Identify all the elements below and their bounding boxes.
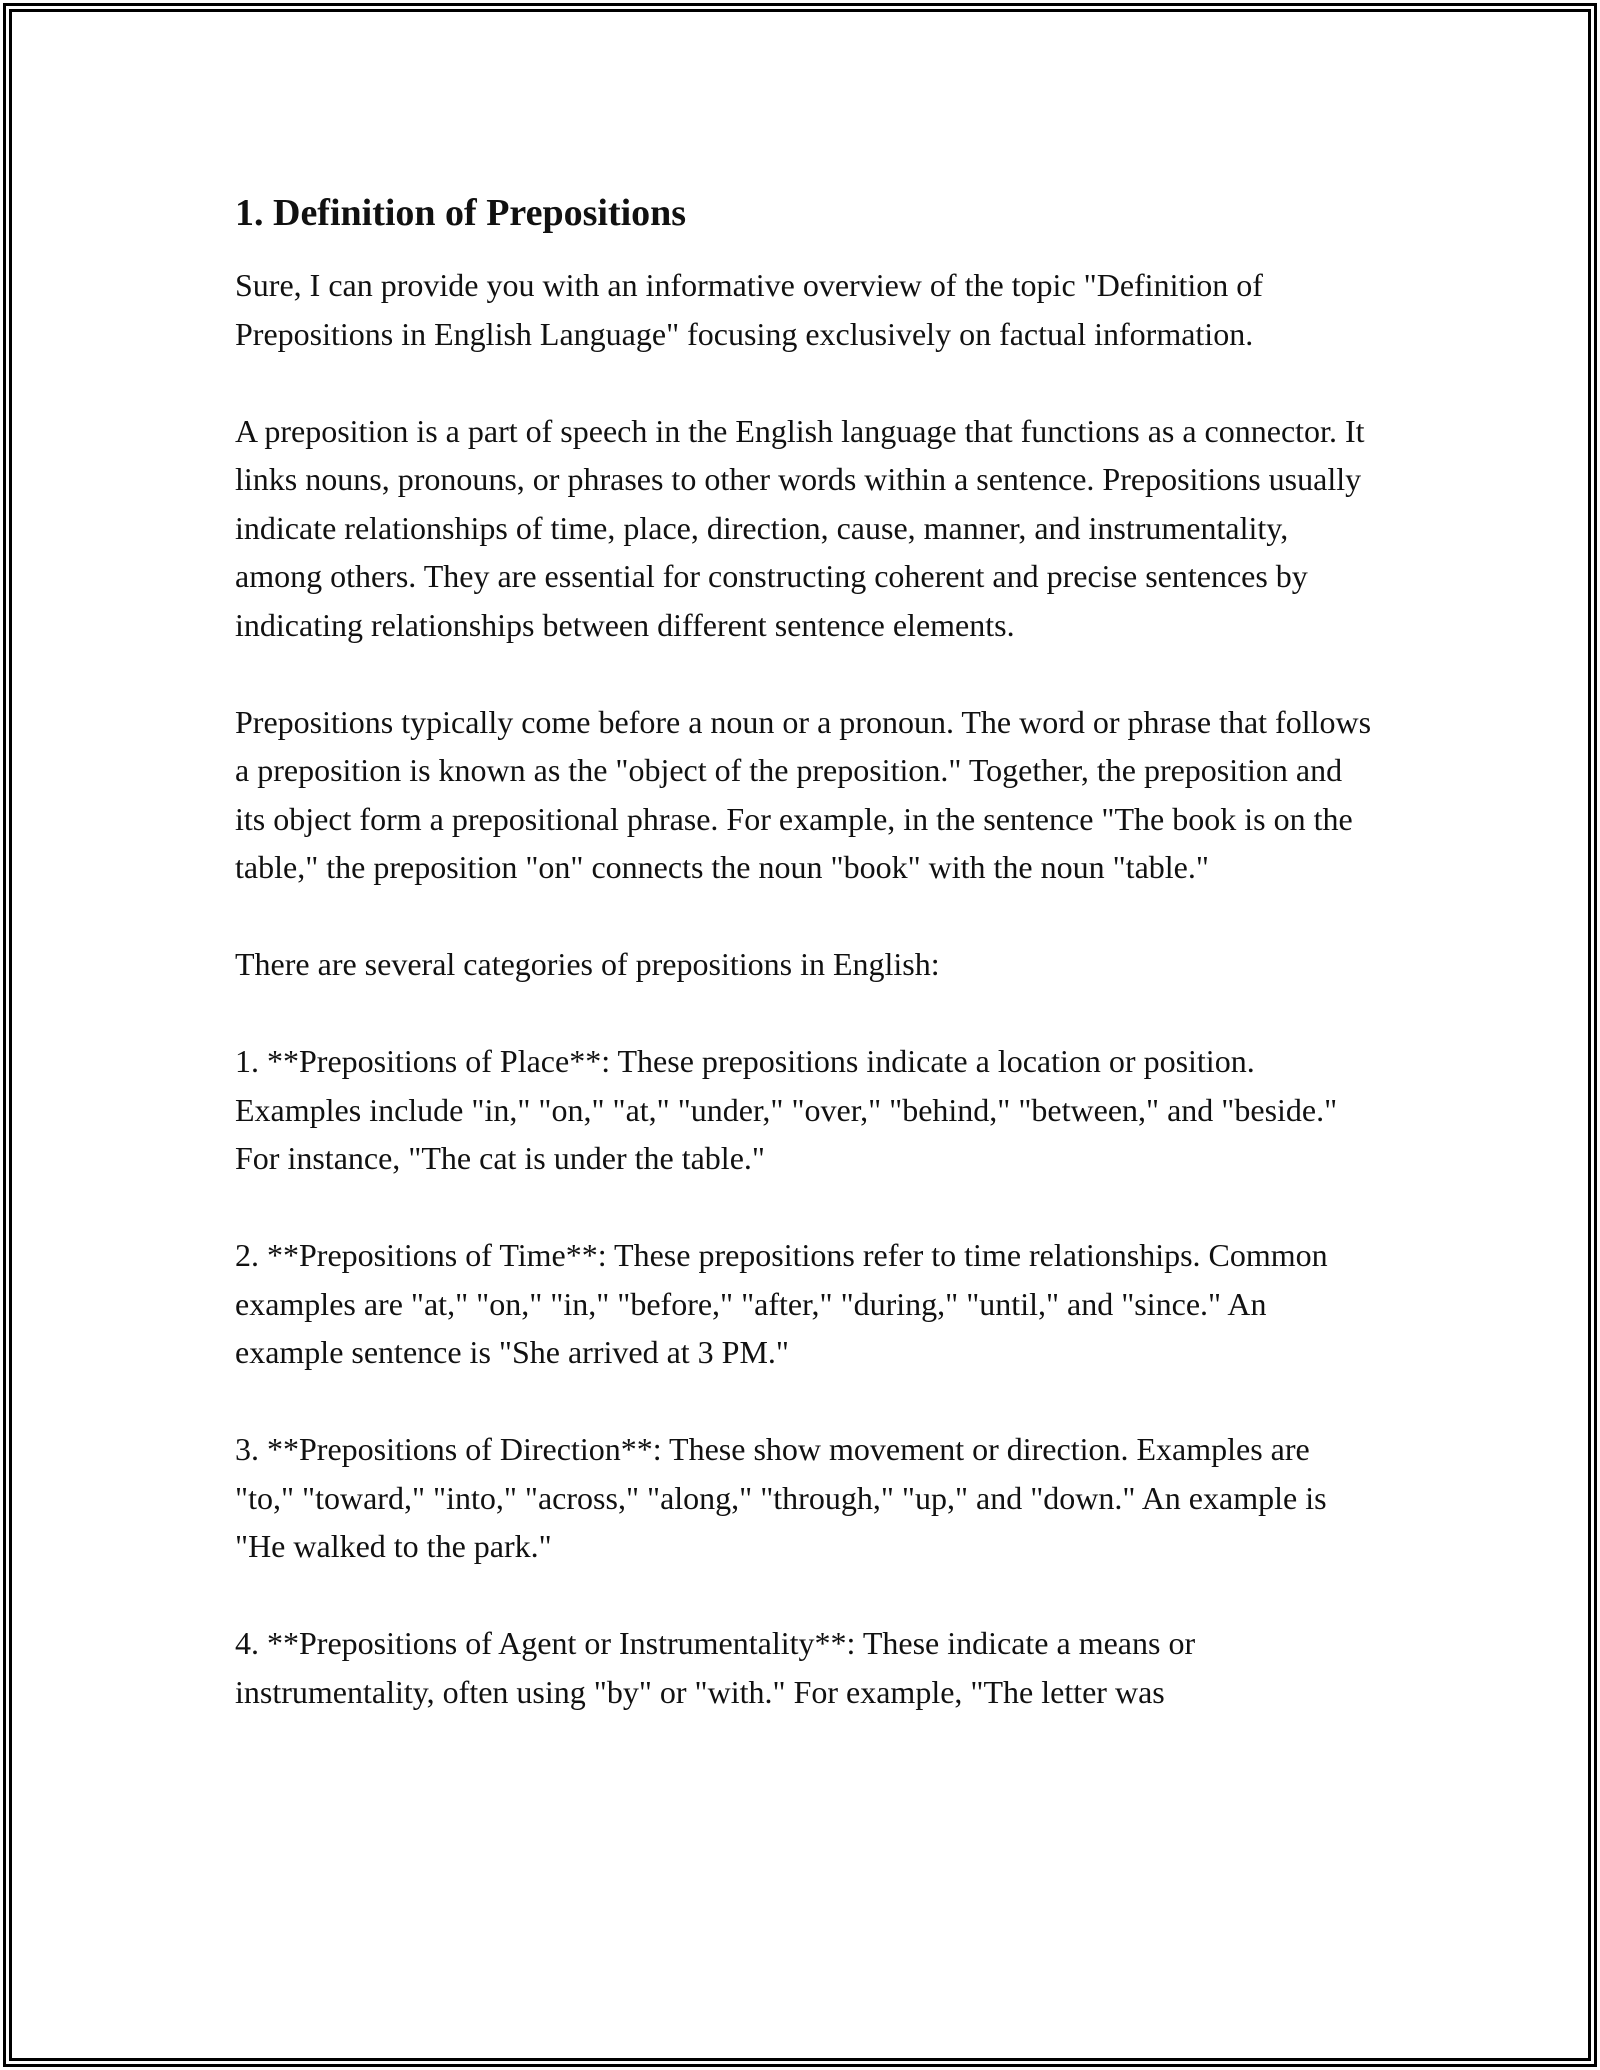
list-item-time: 2. **Prepositions of Time**: These prepositions refer to time relationships. Common examples are "at," "on," "in," "before," "after," "during," "until," and "since." An example sentence is "She arrived at 3 PM." (235, 1237, 1328, 1370)
section-heading: 1. Definition of Prepositions (235, 192, 687, 234)
paragraph-categories-intro: There are several categories of prepositions in English: (235, 946, 940, 982)
list-item-agent: 4. **Prepositions of Agent or Instrumentality**: These indicate a means or instrumentality, often using "by" or "with." For example, "The letter was (235, 1625, 1196, 1710)
list-item-direction: 3. **Prepositions of Direction**: These show movement or direction. Examples are "to," "toward," "into," "across," "along," "through," "up," and "down." An example is "He walked to the park." (235, 1431, 1327, 1564)
list-item-place: 1. **Prepositions of Place**: These prepositions indicate a location or position. Examples include "in," "on," "at," "under," "over," "behind," "between," and "beside." For instance, "The cat is under the table." (235, 1043, 1338, 1176)
paragraph-definition: A preposition is a part of speech in the English language that functions as a connector. It links nouns, pronouns, or phrases to other words within a sentence. Prepositions usually indicate relationships of time, place, direction, cause, manner, and instrumentality, among others. They are essential for constructing coherent and precise sentences by indicating relationships between different sentence elements. (235, 412, 1365, 643)
paragraph-object: Prepositions typically come before a noun or a pronoun. The word or phrase that follows a preposition is known as the "object of the preposition." Together, the preposition and its object form a prepositional phrase. For example, in the sentence "The book is on the table," the preposition "on" connects the noun "book" with the noun "table." (235, 703, 1372, 885)
document-body (235, 185, 1375, 1765)
paragraph-intro: Sure, I can provide you with an informative overview of the topic "Definition of Prepositions in English Language" focusing exclusively on factual information. (235, 267, 1263, 352)
